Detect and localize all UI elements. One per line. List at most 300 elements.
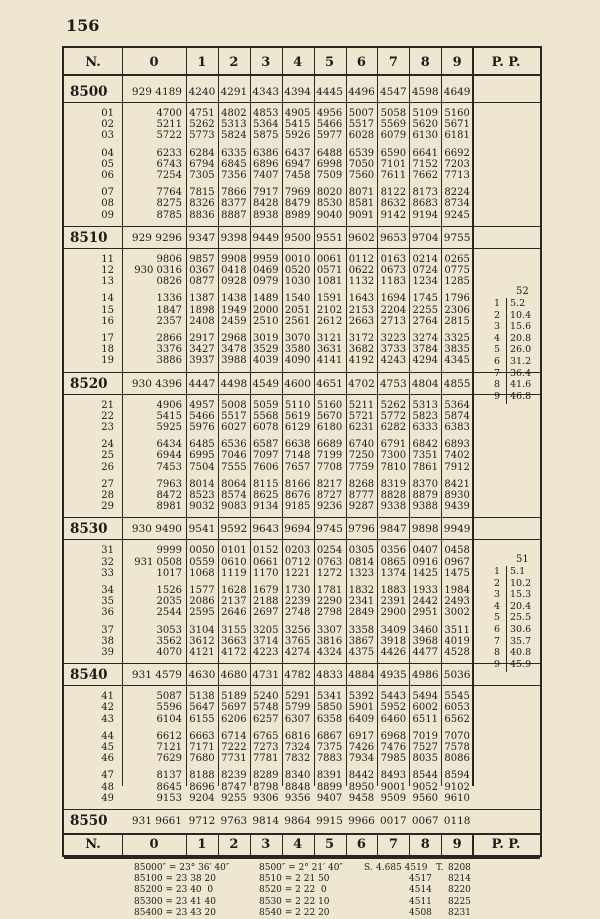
- blocks-1-rows-7-v0: 3376: [156, 344, 182, 356]
- blocks-0-rows-2-val-8: 6130: [412, 130, 438, 142]
- blocks-2-rows-8-val-2: 9083: [221, 501, 247, 513]
- blocks-0-rows-3-v0: 6233: [156, 147, 182, 159]
- blocks-2-rows-3-val-3: 6587: [253, 439, 279, 451]
- blocks-1-rows-1-val-1: 0367: [189, 265, 215, 276]
- blocks-0-rows-8-v0: 8785: [156, 209, 182, 221]
- blocks-2-rows-2-v0: 5925: [156, 422, 182, 433]
- blocks-3-rows-0-val-4: 0203: [284, 545, 311, 557]
- last-v0: 931 9661: [131, 815, 182, 827]
- blocks-2-rows-3-val-1: 6485: [189, 439, 215, 451]
- blocks-4-rows-7-val-8: 9052: [412, 781, 438, 793]
- blocks-1-rows-4-n: 15: [101, 304, 114, 316]
- footer-digit-0: 0: [149, 837, 159, 852]
- blocks-2-rows-5-v0: 7453: [156, 461, 182, 473]
- last-val-3: 9814: [252, 815, 280, 827]
- blocks-0-rows-0-val-4: 4905: [284, 108, 311, 119]
- blocks-4-rows-8-val-2: 9255: [221, 792, 247, 804]
- block-4-end-rule: [64, 809, 540, 810]
- blocks-4-rows-1-val-6: 5901: [348, 702, 375, 714]
- blocks-1-rows-4-val-3: 2000: [253, 304, 279, 316]
- blocks-0-rows-6-val-8: 8173: [412, 187, 438, 199]
- blocks-1-rows-3-val-2: 1438: [221, 293, 247, 305]
- blocks-2-rows-5-val-4: 7657: [284, 461, 311, 473]
- pp-1-row-1-v: 10.2: [510, 577, 532, 589]
- pp-0-row-5-v: 31.2: [510, 356, 532, 367]
- blocks-0-rows-6-val-3: 7917: [253, 187, 279, 199]
- footer-digit-3: 3: [261, 837, 271, 852]
- blocks-1-main-val-4: 9500: [284, 231, 311, 244]
- blocks-1-rows-5-val-3: 2510: [253, 315, 279, 327]
- blocks-1-rows-6-val-8: 3274: [412, 333, 438, 344]
- blocks-3-rows-6-val-5: 3307: [316, 624, 343, 636]
- blocks-0-main-val-3: 4343: [252, 86, 280, 98]
- blocks-4-rows-2-v0: 6104: [156, 713, 182, 725]
- blocks-1-rows-3-val-9: 1796: [444, 293, 470, 305]
- blocks-1-main-n: 8510: [70, 229, 108, 246]
- pp-1-row-2-v: 15.3: [510, 589, 532, 601]
- pp-0-row-0-v: 5.2: [510, 298, 526, 309]
- blocks-2-rows-6-val-7: 8319: [380, 478, 407, 490]
- blocks-3-rows-3-v0: 1526: [156, 585, 182, 596]
- blocks-0-rows-3-val-9: 6692: [444, 147, 470, 159]
- blocks-3-main-val-3: 9643: [252, 523, 280, 536]
- blocks-2-rows-1-val-5: 5670: [316, 410, 343, 422]
- footer-digit-8: 8: [420, 837, 430, 852]
- blocks-0-main-val-8: 4598: [411, 86, 439, 98]
- blocks-1-main-val-7: 9653: [379, 231, 407, 244]
- blocks-4-rows-4-val-3: 7273: [253, 742, 279, 753]
- blocks-4-rows-2-val-4: 6307: [284, 713, 311, 725]
- blocks-1-rows-5-val-1: 2408: [189, 315, 215, 327]
- blocks-4-rows-1-val-9: 6053: [444, 702, 470, 714]
- blocks-1-rows-2-val-3: 0979: [253, 276, 279, 288]
- blocks-4-rows-4-val-9: 7578: [444, 742, 470, 753]
- blocks-2-rows-7-v0: 8472: [156, 490, 182, 501]
- blocks-4-rows-4-val-2: 7222: [221, 742, 247, 753]
- blocks-4-rows-2-val-9: 6562: [444, 713, 470, 725]
- blocks-3-rows-7-val-6: 3867: [348, 635, 375, 647]
- blocks-3-rows-1-val-3: 0661: [253, 556, 279, 568]
- blocks-2-rows-0-n: 21: [101, 399, 114, 411]
- blocks-0-rows-2-val-2: 5824: [221, 130, 247, 142]
- blocks-3-rows-2-val-7: 1374: [380, 567, 407, 579]
- blocks-4-rows-5-val-5: 7883: [316, 753, 343, 765]
- blocks-3-rows-5-val-2: 2646: [221, 607, 247, 619]
- blocks-3-rows-5-val-4: 2748: [284, 607, 311, 619]
- blocks-3-rows-5-val-6: 2849: [348, 607, 375, 619]
- blocks-2-rows-0-v0: 4906: [156, 399, 182, 411]
- blocks-3-rows-2-val-4: 1221: [284, 567, 311, 579]
- pp-0-row-1-k: 2: [494, 309, 501, 321]
- blocks-0-rows-2-val-4: 5926: [284, 130, 311, 142]
- blocks-1-rows-4-val-4: 2051: [284, 304, 311, 316]
- blocks-3-rows-8-val-9: 4528: [444, 647, 470, 658]
- blocks-3-rows-0-v0: 9999: [156, 545, 182, 557]
- blocks-4-rows-0-val-7: 5443: [380, 691, 407, 703]
- blocks-3-rows-4-val-1: 2086: [189, 596, 215, 608]
- pp-1-diff: 51: [516, 554, 529, 565]
- blocks-2-rows-4-val-7: 7300: [380, 450, 407, 462]
- last-val-9: 0118: [443, 815, 471, 827]
- blocks-4-rows-6-val-2: 8239: [221, 770, 247, 782]
- blocks-1-rows-1-val-7: 0673: [380, 265, 407, 276]
- blocks-0-rows-1-val-3: 5364: [253, 119, 279, 131]
- blocks-4-rows-8-val-9: 9610: [444, 792, 470, 804]
- blocks-4-rows-7-val-9: 9102: [444, 781, 470, 793]
- blocks-2-rows-4-val-5: 7199: [316, 450, 343, 462]
- blocks-3-rows-7-val-1: 3612: [189, 635, 215, 647]
- footer-col2-3: 8530 = 2 22 10: [259, 896, 330, 907]
- blocks-1-rows-0-val-1: 9857: [189, 253, 215, 265]
- blocks-1-rows-5-n: 16: [101, 315, 114, 327]
- blocks-4-main-val-6: 4884: [348, 669, 375, 682]
- blocks-4-rows-3-val-1: 6663: [189, 730, 215, 742]
- vrule-n: [122, 48, 123, 786]
- blocks-1-main-val-1: 9347: [188, 231, 216, 244]
- footer-col2-1: 8510 = 2 21 50: [259, 874, 330, 885]
- blocks-0-rows-4-n: 05: [101, 158, 114, 170]
- blocks-2-rows-8-val-4: 9185: [284, 501, 311, 513]
- blocks-4-rows-0-val-2: 5189: [221, 691, 247, 703]
- blocks-1-rows-2-val-9: 1285: [444, 276, 470, 288]
- blocks-0-rows-0-val-9: 5160: [444, 108, 470, 119]
- blocks-1-rows-8-val-6: 4192: [348, 355, 375, 367]
- fvrule-0: [186, 833, 187, 859]
- blocks-2-rows-3-val-6: 6740: [348, 439, 375, 451]
- fvrule-digit-1: [218, 833, 219, 859]
- blocks-1-rows-4-val-6: 2153: [348, 304, 375, 316]
- blocks-2-rows-2-val-8: 6333: [412, 422, 438, 433]
- blocks-2-rows-1-n: 22: [101, 410, 114, 422]
- blocks-3-rows-7-val-3: 3714: [253, 635, 279, 647]
- blocks-4-rows-6-val-7: 8493: [380, 770, 407, 782]
- blocks-4-rows-5-val-9: 8086: [444, 753, 470, 765]
- blocks-0-rows-3-val-8: 6641: [412, 147, 438, 159]
- blocks-4-rows-0-val-1: 5138: [189, 691, 215, 703]
- footer-s-3: 4511: [409, 896, 432, 907]
- blocks-2-rows-2-val-6: 6231: [348, 422, 375, 433]
- blocks-3-rows-7-v0: 3562: [156, 635, 182, 647]
- blocks-2-rows-1-val-8: 5823: [412, 410, 438, 422]
- blocks-0-rows-5-val-1: 7305: [189, 170, 215, 181]
- blocks-3-rows-0-val-9: 0458: [444, 545, 470, 557]
- blocks-2-main-val-7: 4753: [379, 377, 407, 390]
- blocks-1-rows-0-val-3: 9959: [253, 253, 279, 265]
- blocks-1-rows-6-val-9: 3325: [444, 333, 470, 344]
- block-2-end-rule: [64, 517, 540, 518]
- blocks-2-rows-8-val-5: 9236: [316, 501, 343, 513]
- blocks-4-rows-4-val-6: 7426: [348, 742, 375, 753]
- blocks-2-rows-1-val-7: 5772: [380, 410, 407, 422]
- blocks-4-rows-7-val-7: 9001: [380, 781, 407, 793]
- blocks-1-rows-6-v0: 2866: [156, 333, 182, 344]
- blocks-0-rows-6-val-9: 8224: [444, 187, 470, 199]
- blocks-4-rows-4-val-5: 7375: [316, 742, 343, 753]
- pp-1-row-5-k: 6: [494, 624, 501, 635]
- blocks-0-rows-5-val-5: 7509: [316, 170, 343, 181]
- footer-digit-2: 2: [229, 837, 239, 852]
- fvrule-digit-8: [441, 833, 442, 859]
- header-digit-2: 2: [229, 55, 239, 70]
- blocks-4-rows-5-val-8: 8035: [412, 753, 438, 765]
- blocks-0-rows-7-n: 08: [101, 198, 114, 210]
- blocks-4-rows-6-val-8: 8544: [412, 770, 438, 782]
- blocks-2-rows-5-val-7: 7810: [380, 461, 407, 473]
- blocks-4-rows-1-val-1: 5647: [189, 702, 215, 714]
- blocks-3-main-v0: 930 9490: [131, 523, 182, 536]
- blocks-4-rows-3-n: 44: [101, 730, 114, 742]
- blocks-4-rows-7-n: 48: [101, 781, 114, 793]
- blocks-1-rows-5-val-2: 2459: [221, 315, 247, 327]
- blocks-2-rows-4-val-1: 6995: [189, 450, 215, 462]
- blocks-3-rows-4-val-2: 2137: [221, 596, 247, 608]
- fvrule-digit-4: [314, 833, 315, 859]
- blocks-2-rows-2-val-5: 6180: [316, 422, 343, 433]
- blocks-1-rows-3-val-8: 1745: [412, 293, 438, 305]
- blocks-2-rows-7-val-7: 8828: [380, 490, 407, 501]
- blocks-1-rows-2-val-1: 0877: [189, 276, 215, 288]
- blocks-3-rows-4-val-7: 2391: [380, 596, 407, 608]
- blocks-0-rows-0-val-2: 4802: [221, 108, 247, 119]
- blocks-3-rows-8-val-6: 4375: [348, 647, 375, 658]
- blocks-1-rows-0-val-2: 9908: [221, 253, 247, 265]
- blocks-2-rows-3-n: 24: [101, 439, 114, 451]
- blocks-1-rows-6-n: 17: [101, 333, 114, 344]
- blocks-2-rows-5-val-3: 7606: [253, 461, 279, 473]
- header-digit-5: 5: [325, 55, 335, 70]
- header-digit-8: 8: [420, 55, 430, 70]
- pp-0-diff: 52: [516, 286, 529, 297]
- blocks-3-rows-7-val-5: 3816: [316, 635, 343, 647]
- blocks-1-rows-5-val-4: 2561: [284, 315, 311, 327]
- blocks-1-rows-1-val-2: 0418: [221, 265, 247, 276]
- blocks-3-rows-6-val-3: 3205: [253, 624, 279, 636]
- blocks-1-rows-1-val-5: 0571: [316, 265, 343, 276]
- blocks-2-rows-1-val-6: 5721: [348, 410, 375, 422]
- footer-digit-4: 4: [293, 837, 303, 852]
- blocks-1-rows-7-val-6: 3682: [348, 344, 375, 356]
- blocks-1-rows-1-val-6: 0622: [348, 265, 375, 276]
- blocks-4-rows-4-v0: 7121: [156, 742, 182, 753]
- blocks-3-rows-7-val-4: 3765: [284, 635, 311, 647]
- blocks-4-rows-6-v0: 8137: [156, 770, 182, 782]
- blocks-0-rows-7-val-5: 8530: [316, 198, 343, 210]
- blocks-3-rows-4-val-8: 2442: [412, 596, 438, 608]
- footer-digit-6: 6: [356, 837, 366, 852]
- blocks-1-main-v0: 929 9296: [131, 231, 182, 244]
- blocks-1-rows-1-val-4: 0520: [284, 265, 311, 276]
- blocks-1-rows-6-val-5: 3121: [316, 333, 343, 344]
- blocks-2-rows-5-n: 26: [101, 461, 114, 473]
- blocks-2-main-v0: 930 4396: [131, 377, 182, 390]
- blocks-4-rows-3-val-6: 6917: [348, 730, 375, 742]
- blocks-2-main-val-2: 4498: [220, 377, 248, 390]
- blocks-2-rows-0-val-5: 5160: [316, 399, 343, 411]
- blocks-3-rows-4-v0: 2035: [156, 596, 182, 608]
- blocks-0-rows-8-val-1: 8836: [189, 209, 215, 221]
- blocks-0-rows-4-val-1: 6794: [189, 158, 215, 170]
- blocks-4-rows-0-val-5: 5341: [316, 691, 343, 703]
- blocks-4-main-val-8: 4986: [411, 669, 439, 682]
- blocks-1-rows-5-val-9: 2815: [444, 315, 470, 327]
- blocks-1-rows-6-val-3: 3019: [253, 333, 279, 344]
- header-digit-0: 0: [149, 55, 159, 70]
- footer-col1-3: 85300 = 23 41 40: [134, 896, 216, 907]
- blocks-2-rows-1-val-2: 5517: [221, 410, 247, 422]
- blocks-2-rows-2-val-2: 6027: [221, 422, 247, 433]
- blocks-3-rows-2-val-2: 1119: [221, 567, 247, 579]
- footer-s-1: 4517: [409, 874, 432, 885]
- blocks-2-rows-6-val-6: 8268: [348, 478, 375, 490]
- blocks-1-rows-0-val-4: 0010: [284, 253, 311, 265]
- blocks-4-main-val-3: 4731: [252, 669, 280, 682]
- blocks-3-main-n: 8530: [70, 521, 108, 538]
- blocks-2-rows-7-val-4: 8676: [284, 490, 311, 501]
- blocks-1-rows-4-val-8: 2255: [412, 304, 438, 316]
- blocks-0-rows-0-v0: 4700: [156, 108, 182, 119]
- block-1-main-rule: [64, 248, 540, 249]
- block-1-end-rule: [64, 372, 540, 373]
- blocks-3-rows-0-val-5: 0254: [316, 545, 343, 557]
- blocks-0-rows-3-val-1: 6284: [189, 147, 215, 159]
- blocks-2-rows-7-val-6: 8777: [348, 490, 375, 501]
- blocks-3-rows-2-val-9: 1475: [444, 567, 470, 579]
- blocks-0-rows-8-val-9: 9245: [444, 209, 470, 221]
- blocks-3-rows-5-val-1: 2595: [189, 607, 215, 619]
- blocks-4-rows-8-val-7: 9509: [380, 792, 407, 804]
- blocks-0-rows-5-n: 06: [101, 170, 114, 181]
- blocks-4-rows-6-val-6: 8442: [348, 770, 375, 782]
- blocks-4-rows-6-val-5: 8391: [316, 770, 343, 782]
- fvrule-digit-6: [377, 833, 378, 859]
- blocks-3-rows-1-v0: 931 0508: [134, 556, 182, 568]
- blocks-2-rows-7-val-9: 8930: [444, 490, 470, 501]
- blocks-2-main-val-1: 4447: [188, 377, 216, 390]
- blocks-3-rows-5-val-9: 3002: [444, 607, 470, 619]
- blocks-1-rows-1-val-3: 0469: [253, 265, 279, 276]
- fvrule-digit-2: [250, 833, 251, 859]
- pp-1-row-4-k: 5: [494, 612, 501, 624]
- blocks-4-rows-0-val-4: 5291: [284, 691, 311, 703]
- blocks-3-rows-1-n: 32: [101, 556, 114, 568]
- blocks-1-rows-5-val-6: 2663: [348, 315, 375, 327]
- header-digit-4: 4: [293, 55, 303, 70]
- blocks-3-rows-8-val-1: 4121: [189, 647, 215, 658]
- blocks-0-rows-3-val-4: 6437: [284, 147, 311, 159]
- blocks-4-rows-3-val-8: 7019: [412, 730, 438, 742]
- blocks-1-rows-7-val-5: 3631: [316, 344, 343, 356]
- blocks-4-rows-2-val-1: 6155: [189, 713, 215, 725]
- footer-col2-4: 8540 = 2 22 20: [259, 907, 330, 918]
- blocks-0-rows-5-val-4: 7458: [284, 170, 311, 181]
- blocks-3-rows-6-val-2: 3155: [221, 624, 247, 636]
- blocks-1-rows-3-val-4: 1540: [284, 293, 311, 305]
- blocks-2-rows-1-val-1: 5466: [189, 410, 215, 422]
- blocks-4-rows-7-val-2: 8747: [221, 781, 247, 793]
- blocks-2-rows-7-val-2: 8574: [221, 490, 247, 501]
- blocks-1-rows-3-val-7: 1694: [380, 293, 407, 305]
- blocks-4-rows-4-val-8: 7527: [412, 742, 438, 753]
- blocks-4-rows-1-val-5: 5850: [316, 702, 343, 714]
- blocks-2-main-val-4: 4600: [284, 377, 311, 390]
- blocks-1-rows-7-val-8: 3784: [412, 344, 438, 356]
- blocks-0-rows-6-val-7: 8122: [380, 187, 407, 199]
- blocks-4-rows-2-val-2: 6206: [221, 713, 247, 725]
- pp-0-row-8-k: 9: [494, 390, 501, 402]
- blocks-2-rows-2-val-4: 6129: [284, 422, 311, 433]
- blocks-2-rows-5-val-1: 7504: [189, 461, 215, 473]
- blocks-1-main-val-6: 9602: [348, 231, 375, 244]
- blocks-0-rows-4-val-6: 7050: [348, 158, 375, 170]
- blocks-0-main-val-1: 4240: [188, 86, 216, 98]
- footer-s-label: S.: [364, 863, 373, 873]
- blocks-0-rows-4-val-2: 6845: [221, 158, 247, 170]
- footer-digit-7: 7: [388, 837, 398, 852]
- blocks-1-rows-2-v0: 0826: [156, 276, 182, 288]
- blocks-4-main-n: 8540: [70, 667, 108, 684]
- blocks-0-rows-4-val-8: 7152: [412, 158, 438, 170]
- blocks-0-rows-7-val-2: 8377: [221, 198, 247, 210]
- blocks-4-rows-5-val-6: 7934: [348, 753, 375, 765]
- blocks-3-rows-7-val-2: 3663: [221, 635, 247, 647]
- blocks-2-rows-5-val-8: 7861: [412, 461, 438, 473]
- block-4-main-rule: [64, 685, 540, 686]
- blocks-3-rows-3-n: 34: [101, 585, 114, 596]
- blocks-0-rows-8-val-2: 8887: [221, 209, 247, 221]
- blocks-0-rows-2-v0: 5722: [156, 130, 182, 142]
- last-val-4: 9864: [284, 815, 311, 827]
- footer-n-label: N.: [85, 837, 101, 852]
- footer-col2-2: 8520 = 2 22 0: [259, 885, 327, 896]
- blocks-2-rows-6-val-2: 8064: [221, 478, 247, 490]
- blocks-0-rows-6-n: 07: [101, 187, 114, 199]
- blocks-1-rows-8-val-8: 4294: [412, 355, 438, 367]
- blocks-3-main-val-5: 9745: [316, 523, 343, 536]
- fvrule-digit-3: [282, 833, 283, 859]
- blocks-0-rows-8-val-8: 9194: [412, 209, 438, 221]
- blocks-1-rows-7-n: 18: [101, 344, 114, 356]
- blocks-0-rows-4-val-7: 7101: [380, 158, 407, 170]
- blocks-0-rows-1-n: 02: [101, 119, 114, 131]
- blocks-1-rows-6-val-2: 2968: [221, 333, 247, 344]
- blocks-4-rows-6-val-3: 8289: [253, 770, 279, 782]
- blocks-3-rows-1-val-4: 0712: [284, 556, 311, 568]
- blocks-2-rows-3-val-4: 6638: [284, 439, 311, 451]
- pp-1-row-1-k: 2: [494, 577, 501, 589]
- blocks-2-rows-8-val-9: 9439: [444, 501, 470, 513]
- blocks-3-rows-1-val-5: 0763: [316, 556, 343, 568]
- blocks-2-rows-6-v0: 7963: [156, 478, 182, 490]
- blocks-3-main-val-2: 9592: [220, 523, 248, 536]
- blocks-3-rows-1-val-2: 0610: [221, 556, 247, 568]
- blocks-3-rows-8-val-2: 4172: [221, 647, 247, 658]
- blocks-1-main-val-2: 9398: [220, 231, 248, 244]
- blocks-2-rows-1-val-3: 5568: [253, 410, 279, 422]
- blocks-3-rows-7-val-9: 4019: [444, 635, 470, 647]
- blocks-3-rows-6-val-6: 3358: [348, 624, 375, 636]
- blocks-3-main-val-8: 9898: [411, 523, 439, 536]
- blocks-4-rows-2-val-3: 6257: [253, 713, 279, 725]
- blocks-2-rows-6-val-5: 8217: [316, 478, 343, 490]
- blocks-0-rows-5-val-7: 7611: [380, 170, 407, 181]
- blocks-1-rows-5-val-7: 2713: [380, 315, 407, 327]
- blocks-3-rows-4-val-9: 2493: [444, 596, 470, 608]
- header-digit-9: 9: [452, 55, 462, 70]
- header-digit-7: 7: [388, 55, 398, 70]
- blocks-0-rows-1-val-2: 5313: [221, 119, 247, 131]
- blocks-0-rows-8-n: 09: [101, 209, 114, 221]
- blocks-1-rows-7-val-1: 3427: [189, 344, 215, 356]
